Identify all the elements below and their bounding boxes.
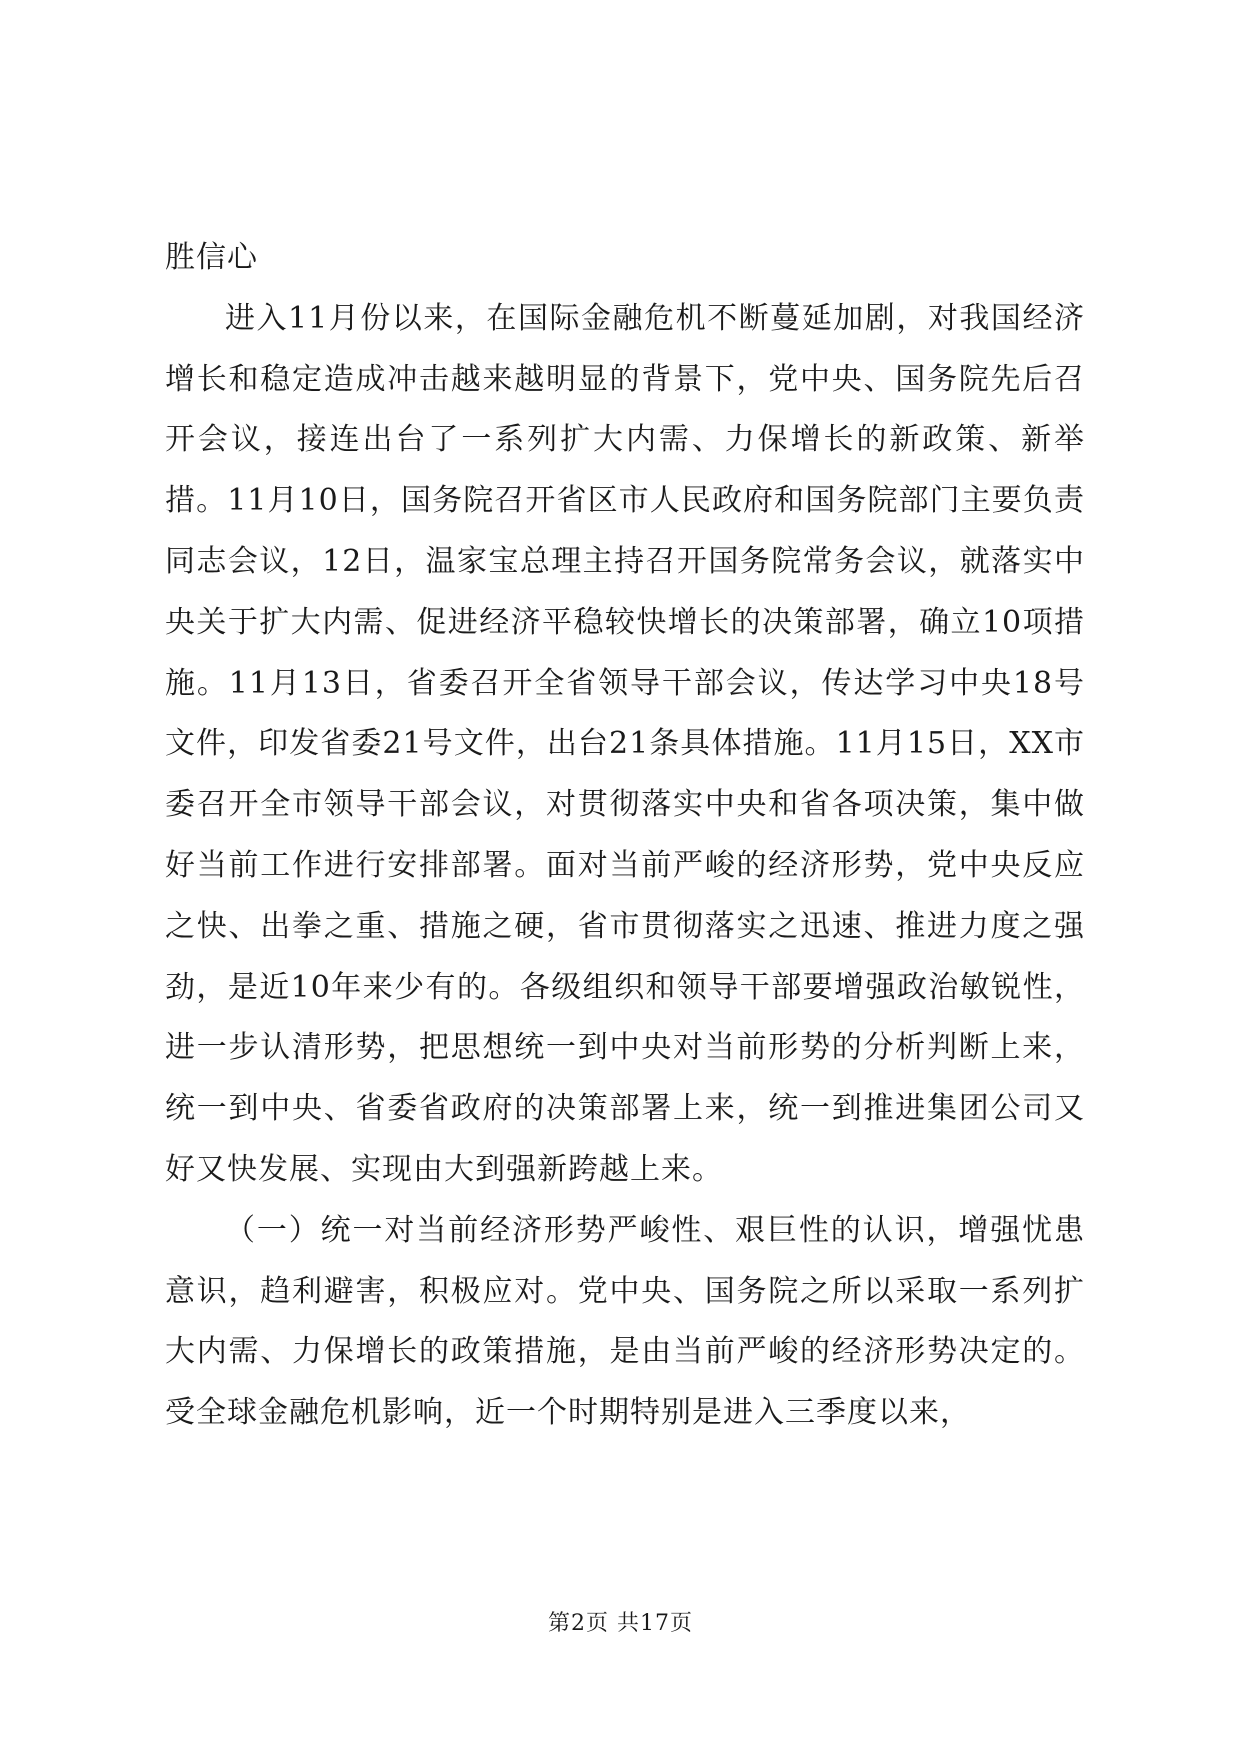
page-number-footer: 第2页 共17页 bbox=[548, 1611, 693, 1636]
paragraph-continuation: 胜信心 bbox=[165, 240, 258, 275]
paragraph-policy-background: 进入11月份以来，在国际金融危机不断蔓延加剧，对我国经济增长和稳定造成冲击越来越明显的背景下，党中央、国务院先后召开会议，接连出台了一系列扩大内需、力保增长的新政策、新举措。11月10日，国务院召开省区市人民政府和国务院部门主要负责同志会议，12日，温家宝总理主持召开国务院常务会议，就落实中央关于扩大内需、促进经济平稳较快增长的决策部署，确立10项措施。11月13日，省委召开全省领导干部会议，传达学习中央18号文件，印发省委21号文件，出台21条具体措施。11月15日，XX市委召开全市领导干部会议，对贯彻落实中央和省各项决策，集中做好当前工作进行安排部署。面对当前严峻的经济形势，党中央反应之快、出拳之重、措施之硬，省市贯彻落实之迅速、推进力度之强劲，是近10年来少有的。各级组织和领导干部要增强政治敏锐性，进一步认清形势，把思想统一到中央对当前形势的分析判断上来，统一到中央、省委省政府的决策部署上来，统一到推进集团公司又好又快发展、实现由大到强新跨越上来。 bbox=[165, 300, 1085, 1187]
document-body bbox=[165, 228, 1085, 1444]
paragraph-section-one: （一）统一对当前经济形势严峻性、艰巨性的认识，增强忧患意识，趋利避害，积极应对。党中央、国务院之所以采取一系列扩大内需、力保增长的政策措施，是由当前严峻的经济形势决定的。受全球金融危机影响，近一个时期特别是进入三季度以来， bbox=[165, 1212, 1085, 1431]
